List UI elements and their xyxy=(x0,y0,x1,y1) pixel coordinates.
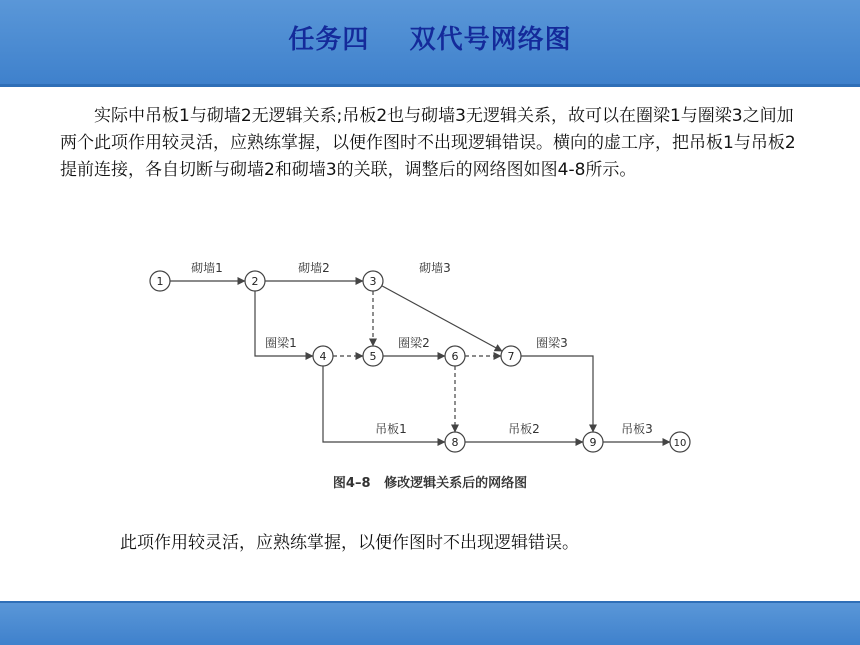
node-label-2: 2 xyxy=(251,275,259,288)
activity-label-7-9: 圈梁3 xyxy=(536,336,568,350)
body-note: 此项作用较灵活，应熟练掌握，以便作图时不出现逻辑错误。 xyxy=(120,533,579,553)
activity-label-2-4: 圈梁1 xyxy=(265,336,297,350)
node-label-6: 6 xyxy=(451,350,459,363)
node-7 xyxy=(501,346,521,366)
node-label-4: 4 xyxy=(319,350,327,363)
node-5 xyxy=(363,346,383,366)
node-label-3: 3 xyxy=(369,275,377,288)
activity-label-4-8: 吊板1 xyxy=(375,422,407,436)
activity-label-3-7: 砌墙3 xyxy=(419,261,451,275)
page-title: 任务四 双代号网络图 xyxy=(288,24,572,55)
node-label-10: 10 xyxy=(673,438,687,449)
body-paragraph: 实际中吊板1与砌墙2无逻辑关系;吊板2也与砌墙3无逻辑关系，故可以在圈梁1与圈梁3之间加两个此项作用较灵活，应熟练掌握，以便作图时不出现逻辑错误。横向的虚工序，把吊板1与吊板2提前连接，各自切断与砌墙2和砌墙3的关联，调整后的网络图如图4-8所示。 xyxy=(60,106,796,180)
header-bar xyxy=(0,0,860,87)
node-10 xyxy=(670,432,690,452)
node-8 xyxy=(445,432,465,452)
node-6 xyxy=(445,346,465,366)
diagram-caption: 图4–8 修改逻辑关系后的网络图 xyxy=(332,476,528,491)
node-9 xyxy=(583,432,603,452)
activity-label-2-3: 砌墙2 xyxy=(298,261,330,275)
node-1 xyxy=(150,271,170,291)
node-label-1: 1 xyxy=(156,275,164,288)
activity-label-9-10: 吊板3 xyxy=(621,422,653,436)
activity-label-8-9: 吊板2 xyxy=(508,422,540,436)
activity-label-1-2: 砌墙1 xyxy=(191,261,223,275)
activity-arrow-7-9 xyxy=(521,356,593,432)
node-label-8: 8 xyxy=(451,436,459,449)
node-4 xyxy=(313,346,333,366)
node-label-5: 5 xyxy=(369,350,377,363)
node-label-9: 9 xyxy=(589,436,597,449)
network-diagram xyxy=(130,250,710,465)
activity-label-5-6: 圈梁2 xyxy=(398,336,430,350)
footer-bar xyxy=(0,601,860,645)
node-3 xyxy=(363,271,383,291)
node-label-7: 7 xyxy=(507,350,515,363)
node-2 xyxy=(245,271,265,291)
